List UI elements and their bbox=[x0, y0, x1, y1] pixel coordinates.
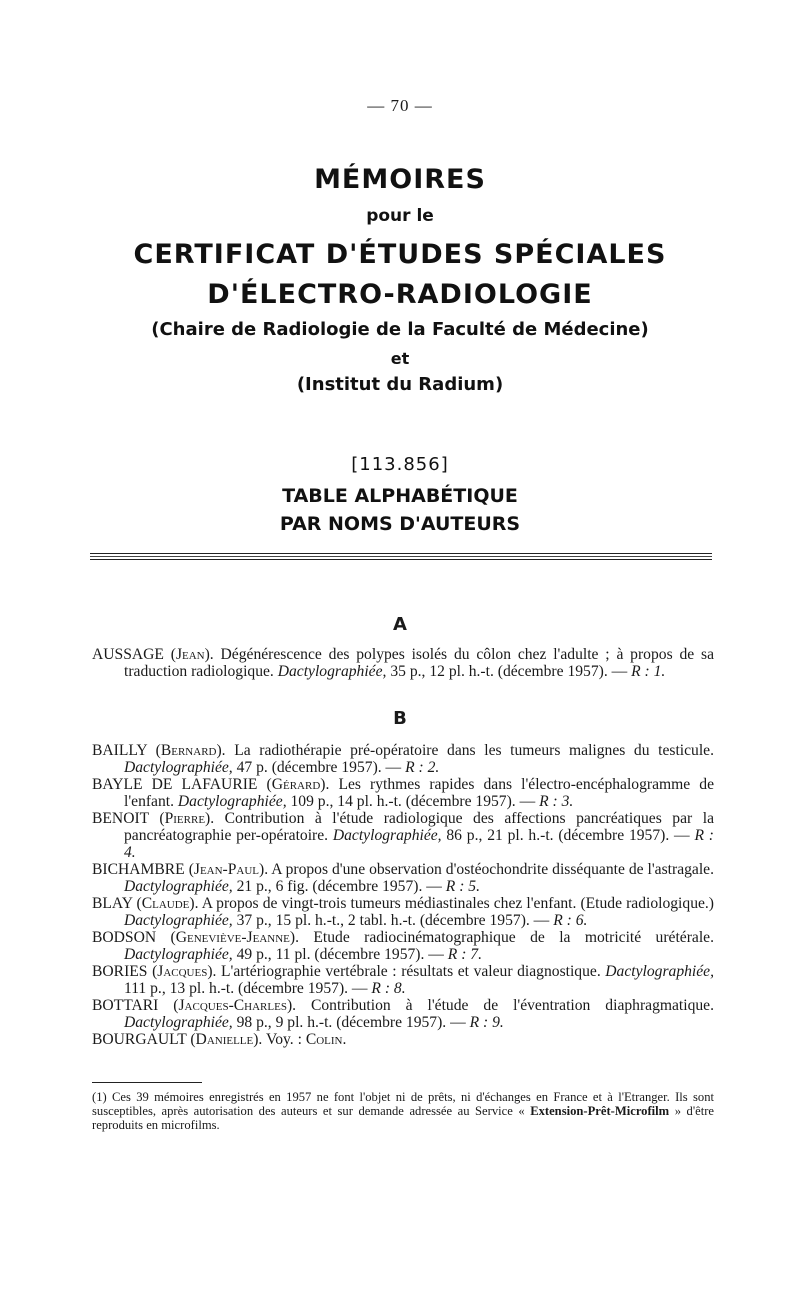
author-firstname: (Bernard). bbox=[155, 742, 226, 759]
author-firstname: (Pierre). bbox=[159, 810, 215, 827]
author-firstname: (Jean-Paul). bbox=[188, 861, 269, 878]
entry-ref: R : 9. bbox=[469, 1014, 504, 1031]
entry-title: La radiothérapie pré-opératoire dans les tumeurs malignes du testicule. bbox=[225, 742, 714, 759]
double-rule-divider bbox=[90, 553, 712, 560]
author-firstname: (Danielle). bbox=[190, 1031, 263, 1048]
entry-details: 35 p., 12 pl. h.-t. (décembre 1957). — bbox=[386, 663, 632, 680]
entry-title: Contribution à l'étude de l'éventration diaphragmatique. bbox=[296, 997, 714, 1014]
entry-title: Les rythmes rapides dans l'électro-encéphalogramme de l'enfant. bbox=[124, 776, 714, 810]
subtitle-institut: (Institut du Radium) bbox=[296, 374, 504, 395]
title-certificat: CERTIFICAT D'ÉTUDES SPÉCIALES bbox=[133, 239, 667, 270]
footnote-rule bbox=[92, 1082, 202, 1083]
entry-title: Contribution à l'étude radiologique des affections pancréatiques par la pancréatographie per-opératoire. bbox=[124, 810, 714, 844]
author-firstname: (Claude). bbox=[136, 895, 199, 912]
entry-ref: R : 8. bbox=[371, 980, 406, 997]
author-surname: BORIES bbox=[92, 963, 148, 980]
footnote bbox=[92, 1090, 714, 1132]
entry-title: Dégénérescence des polypes isolés du côlon chez l'adulte ; à propos de sa traduction radiologique. bbox=[124, 646, 714, 680]
entry-title: A propos de vingt-trois tumeurs médiastinales chez l'enfant. (Etude radiologique.) bbox=[198, 895, 714, 912]
entry-ref: R : 5. bbox=[445, 878, 480, 895]
entry-publication: Dactylographiée, bbox=[124, 878, 233, 895]
table-heading-2: PAR NOMS D'AUTEURS bbox=[279, 513, 521, 535]
footnote-text-end: » d'être reproduits en microfilms. bbox=[92, 1104, 714, 1132]
section-letter-a: A bbox=[393, 614, 407, 635]
bibliography-entry bbox=[92, 776, 714, 810]
title-memoires: MÉMOIRES bbox=[314, 164, 486, 195]
author-surname: BOTTARI bbox=[92, 997, 159, 1014]
bibliography-entry bbox=[92, 1031, 714, 1048]
entry-ref: R : 7. bbox=[447, 946, 483, 963]
entry-publication: Dactylographiée, bbox=[332, 827, 442, 844]
footnote-service-name: Extension-Prêt-Microfilm bbox=[530, 1104, 670, 1118]
entry-details: 98 p., 9 pl. h.-t. (décembre 1957). — bbox=[232, 1014, 470, 1031]
subtitle-et: et bbox=[390, 349, 410, 368]
entry-publication: Dactylographiée, bbox=[124, 946, 233, 963]
author-surname: BOURGAULT bbox=[92, 1031, 187, 1048]
entry-publication: Dactylographiée, bbox=[124, 759, 233, 776]
entry-publication: Dactylographiée, bbox=[605, 963, 714, 980]
entry-ref: R : 1. bbox=[631, 663, 666, 680]
entry-see-reference: Colin. bbox=[305, 1031, 347, 1048]
bibliography-entry bbox=[92, 895, 714, 929]
entry-details: 111 p., 13 pl. h.-t. (décembre 1957). — bbox=[124, 980, 372, 997]
author-firstname: (Geneviève-Jeanne). bbox=[170, 929, 299, 946]
author-firstname: (Jacques). bbox=[152, 963, 217, 980]
bibliography-entry bbox=[92, 646, 714, 680]
entry-details: 109 p., 14 pl. h.-t. (décembre 1957). — bbox=[286, 793, 540, 810]
page-number: — 70 — bbox=[367, 96, 433, 115]
footnote-text: (1) Ces 39 mémoires enregistrés en 1957 ne font l'objet ni de prêts, ni d'échanges en France et à l'Etranger. Ils sont susceptibles, après autorisation des auteurs et sur demande adressée au Service « bbox=[92, 1090, 714, 1118]
entry-ref: R : 4. bbox=[124, 827, 714, 861]
section-b-entries bbox=[92, 742, 714, 1048]
entry-ref: R : 2. bbox=[405, 759, 440, 776]
author-surname: BAYLE DE LAFAURIE bbox=[92, 776, 258, 793]
entry-title: Etude radiocinématographique de la motricité urétérale. bbox=[298, 929, 714, 946]
author-firstname: (Jacques-Charles). bbox=[173, 997, 297, 1014]
entry-details: 49 p., 11 pl. (décembre 1957). — bbox=[232, 946, 448, 963]
entry-publication: Dactylographiée, bbox=[124, 1014, 233, 1031]
section-letter-b: B bbox=[393, 708, 407, 729]
entry-details: 47 p. (décembre 1957). — bbox=[232, 759, 406, 776]
entry-details: 86 p., 21 pl. h.-t. (décembre 1957). — bbox=[441, 827, 695, 844]
title-pour-le: pour le bbox=[366, 206, 434, 226]
entry-publication: Dactylographiée, bbox=[177, 793, 287, 810]
author-surname: BAILLY bbox=[92, 742, 148, 759]
author-surname: BENOIT bbox=[92, 810, 149, 827]
title-electro-radiologie: D'ÉLECTRO-RADIOLOGIE bbox=[207, 279, 593, 310]
entry-title: L'artériographie vertébrale : résultats et valeur diagnostique. bbox=[216, 963, 606, 980]
entry-publication: Dactylographiée, bbox=[277, 663, 387, 680]
author-surname: BLAY bbox=[92, 895, 133, 912]
table-heading-1: TABLE ALPHABÉTIQUE bbox=[282, 485, 518, 507]
bibliography-entry bbox=[92, 861, 714, 895]
author-surname: BODSON bbox=[92, 929, 157, 946]
author-surname: AUSSAGE bbox=[92, 646, 164, 663]
bibliography-entry bbox=[92, 810, 714, 861]
author-surname: BICHAMBRE bbox=[92, 861, 185, 878]
bibliography-entry bbox=[92, 963, 714, 997]
entry-publication: Dactylographiée, bbox=[124, 912, 233, 929]
author-firstname: (Jean). bbox=[170, 646, 214, 663]
entry-title: A propos d'une observation d'ostéochondrite disséquante de l'astragale. bbox=[268, 861, 714, 878]
section-a-entries bbox=[92, 646, 714, 680]
entry-ref: R : 3. bbox=[539, 793, 574, 810]
bibliography-entry bbox=[92, 742, 714, 776]
subtitle-chaire: (Chaire de Radiologie de la Faculté de Médecine) bbox=[151, 319, 649, 340]
entry-details: 37 p., 15 pl. h.-t., 2 tabl. h.-t. (décembre 1957). — bbox=[232, 912, 554, 929]
bibliography-entry bbox=[92, 997, 714, 1031]
entry-ref: R : 6. bbox=[553, 912, 588, 929]
entry-title: Voy. : bbox=[262, 1031, 306, 1048]
entry-details: 21 p., 6 fig. (décembre 1957). — bbox=[232, 878, 446, 895]
reference-number: [113.856] bbox=[351, 454, 449, 475]
author-firstname: (Gérard). bbox=[266, 776, 330, 793]
bibliography-entry bbox=[92, 929, 714, 963]
